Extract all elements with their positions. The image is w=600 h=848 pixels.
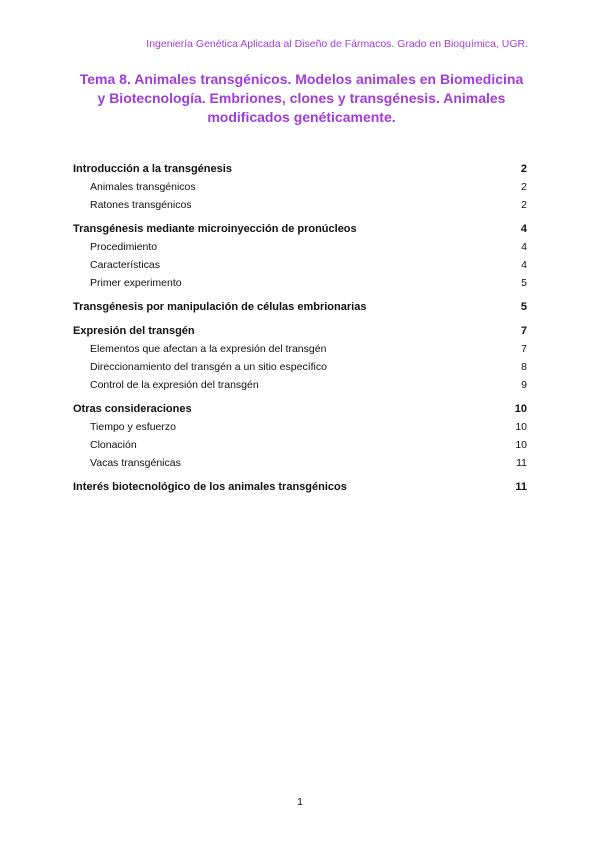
- toc-entry-page: 10: [515, 439, 527, 451]
- toc-section-page: 11: [515, 481, 527, 493]
- toc-section-page: 5: [520, 301, 527, 313]
- toc-entry-page: 4: [521, 259, 527, 271]
- toc-entry[interactable]: [73, 178, 527, 196]
- toc-entry[interactable]: [73, 256, 527, 274]
- toc-entry-label: Ratones transgénicos: [90, 199, 192, 211]
- toc-entry-label: Tiempo y esfuerzo: [90, 421, 176, 433]
- toc-section[interactable]: [73, 322, 527, 340]
- toc-entry-page: 9: [521, 379, 527, 391]
- toc-section-page: 4: [520, 223, 527, 235]
- toc-section-label: Otras consideraciones: [73, 403, 192, 415]
- toc-entry-page: 4: [521, 241, 527, 253]
- toc-section[interactable]: [73, 298, 527, 316]
- toc-entry-page: 5: [521, 277, 527, 289]
- toc-section-label: Introducción a la transgénesis: [73, 163, 232, 175]
- toc-section-label: Expresión del transgén: [73, 325, 195, 337]
- page-number: 1: [297, 796, 303, 808]
- toc-entry-label: Elementos que afectan a la expresión del transgén: [90, 343, 327, 355]
- toc-section-label: Interés biotecnológico de los animales transgénicos: [73, 481, 347, 493]
- running-header: Ingeniería Genética Aplicada al Diseño de Fármacos. Grado en Bioquímica, UGR.: [146, 38, 528, 50]
- toc-entry-label: Direccionamiento del transgén a un sitio específico: [90, 361, 327, 373]
- toc-entry-label: Procedimiento: [90, 241, 158, 253]
- title-line: y Biotecnología. Embriones, clones y transgénesis. Animales: [97, 90, 506, 106]
- toc-section-page: 7: [520, 325, 527, 337]
- toc-entry-page: 11: [516, 457, 527, 469]
- toc-entry-page: 10: [515, 421, 527, 433]
- title-line: Tema 8. Animales transgénicos. Modelos animales en Biomedicina: [79, 71, 524, 87]
- toc-section-page: 10: [514, 403, 527, 415]
- toc-entry-label: Primer experimento: [90, 277, 182, 289]
- table-of-contents: [73, 160, 527, 496]
- toc-section[interactable]: [73, 478, 527, 496]
- toc-entry[interactable]: [73, 376, 527, 394]
- document-title: [64, 70, 539, 127]
- toc-section-label: Transgénesis mediante microinyección de pronúcleos: [73, 223, 357, 235]
- toc-entry[interactable]: [73, 454, 527, 472]
- toc-entry-page: 2: [521, 181, 527, 193]
- toc-entry-page: 7: [521, 343, 527, 355]
- toc-section[interactable]: [73, 400, 527, 418]
- toc-section-page: 2: [520, 163, 527, 175]
- toc-entry-label: Características: [90, 259, 161, 271]
- toc-section[interactable]: [73, 160, 527, 178]
- toc-entry-label: Vacas transgénicas: [90, 457, 181, 469]
- toc-section[interactable]: [73, 220, 527, 238]
- toc-entry[interactable]: [73, 238, 527, 256]
- toc-section-label: Transgénesis por manipulación de células embrionarias: [73, 301, 367, 313]
- toc-entry[interactable]: [73, 358, 527, 376]
- toc-entry-label: Clonación: [90, 439, 137, 451]
- toc-entry[interactable]: [73, 196, 527, 214]
- toc-entry-page: 2: [521, 199, 527, 211]
- toc-entry[interactable]: [73, 340, 527, 358]
- toc-entry[interactable]: [73, 418, 527, 436]
- toc-entry-label: Animales transgénicos: [90, 181, 196, 193]
- title-line: modificados genéticamente.: [207, 109, 396, 125]
- toc-entry-page: 8: [521, 361, 527, 373]
- toc-entry[interactable]: [73, 436, 527, 454]
- toc-entry-label: Control de la expresión del transgén: [90, 379, 259, 391]
- toc-entry[interactable]: [73, 274, 527, 292]
